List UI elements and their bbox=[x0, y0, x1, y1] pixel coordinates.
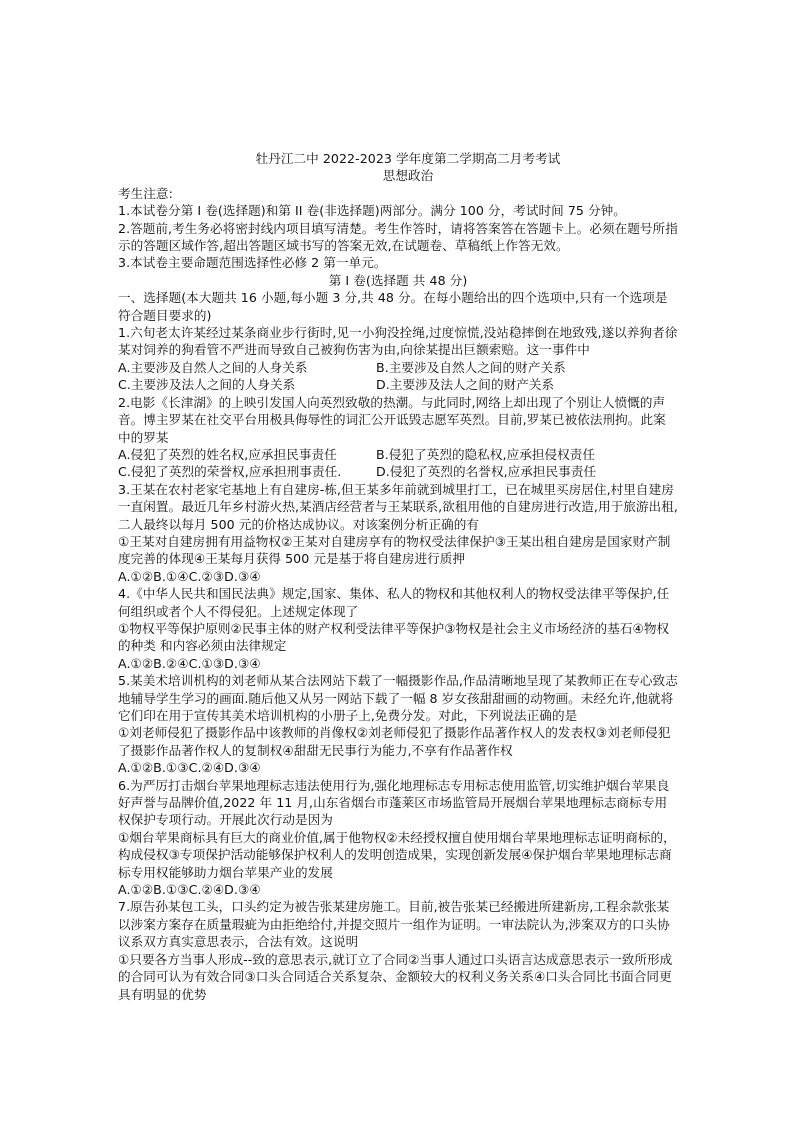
notice-item: 3.本试卷主要命题范围选择性必修 2 第一单元。 bbox=[118, 255, 387, 271]
question-statements: ①王某对自建房拥有用益物权②王某对自建房享有的物权受法律保护③王某出租自建房是国家财产制度完善的体现④王某每月获得 500 元是基于将自建房进行质押 bbox=[118, 533, 671, 567]
option-a: A.主要涉及自然人之间的人身关系 bbox=[118, 359, 308, 375]
notice-heading: 考生注意: bbox=[118, 185, 173, 201]
option-row bbox=[118, 359, 678, 376]
option-a: A.侵犯了英烈的姓名权,应承担民事责任 bbox=[118, 446, 337, 462]
question-stem: 2.电影《长津湖》的上映引发国人向英烈致敬的热潮。与此同时,网络上却出现了个别让人愤慨的声音。博主罗某在社交平台用极具侮辱性的词汇公开诋毁志愿军英烈。目前,罗某已被依法刑拘。此案中的罗某 bbox=[118, 394, 666, 445]
question-stem: 7.原告孙某包工头，口头约定为被告张某建房施工。目前,被告张某已经搬进所建新房,工程余款张某以涉案方案存在质量瑕疵为由拒绝给付,并提交照片一组作为证明。一审法院认为,涉案双方的口头协议系双方真实意思表示，合法有效。这说明 bbox=[118, 899, 670, 950]
section-intro: 一、选择题(本大题共 16 小题,每小题 3 分,共 48 分。在每小题给出的四个选项中,只有一个选项是符合题目要求的) bbox=[118, 290, 668, 323]
question-answers: A.①②B.①③C.②④D.③④ bbox=[118, 760, 261, 776]
question-statements: ①刘老师侵犯了摄影作品中该教师的肖像权②刘老师侵犯了摄影作品著作权人的发表权③刘老师侵犯了摄影作品著作权人的复制权④甜甜无民事行为能力,不享有作品著作权 bbox=[118, 725, 671, 758]
option-row bbox=[118, 376, 678, 393]
exam-subject: 思想政治 bbox=[382, 168, 434, 184]
question-stem: 5.某美术培训机构的刘老师从某合法网站下载了一幅摄影作品,作品清晰地呈现了某教师正在专心致志地辅导学生学习的画面.随后他又从另一网站下载了一幅 8 岁女孩甜甜画的动物画。未经允许,他就将它们印在用于宣传其美术培训机构的小册子上,免费分发。对此，下列说法正确的是 bbox=[118, 673, 678, 723]
exam-page bbox=[118, 150, 678, 1003]
section-title: 第 I 卷(选择题 共 48 分) bbox=[328, 272, 468, 288]
exam-title: 牡丹江二中 2022-2023 学年度第二学期高二月考考试 bbox=[255, 151, 561, 166]
question-statements: ①物权平等保护原则②民事主体的财产权利受法律平等保护③物权是社会主义市场经济的基石④物权的种类 和内容必须由法律规定 bbox=[118, 620, 670, 654]
option-d: D.主要涉及法人之间的财产关系 bbox=[376, 377, 555, 393]
question-statements: ①只要各方当事人形成--致的意思表示,就订立了合同②当事人通过口头语言达成意思表示一致所形成的合同可认为有效合同③口头合同适合关系复杂、金额较大的权利义务关系④口头合同比书面合同更具有明显的优势 bbox=[118, 951, 673, 1002]
notice-item: 2.答题前,考生务必将密封线内项目填写清楚。考生作答时，请将答案答在答题卡上。必须在题号所指示的答题区域作答,超出答题区域书写的答案无效,在试题卷、草稿纸上作答无效。 bbox=[118, 220, 678, 254]
option-row bbox=[118, 446, 678, 463]
question-answers: A.①②B.②④C.①③D.③④ bbox=[118, 655, 261, 671]
question-stem: 4.《中华人民共和国民法典》规定,国家、集体、私人的物权和其他权利人的物权受法律平等保护,任何组织或者个人不得侵犯。上述规定体现了 bbox=[118, 586, 670, 619]
question-statements: ①烟台苹果商标具有巨大的商业价值,属于他物权②未经授权擅自使用烟台苹果地理标志证明商标的，构成侵权③专项保护活动能够保护权利人的发明创造成果，实现创新发展④保护烟台苹果地理标志商标专用权能够助力烟台苹果产业的发展 bbox=[118, 829, 676, 880]
option-c: C.主要涉及法人之间的人身关系 bbox=[118, 377, 296, 393]
question-answers: A.①②B.①③C.②④D.③④ bbox=[118, 882, 261, 898]
notice-item: 1.本试卷分第 I 卷(选择题)和第 II 卷(非选择题)两部分。满分 100 分，考试时间 75 分钟。 bbox=[118, 203, 626, 219]
option-d: D.侵犯了英烈的名誉权,应承担民事责任 bbox=[376, 464, 597, 480]
option-c: C.侵犯了英烈的荣誉权,应承担刑事责任. bbox=[118, 464, 342, 480]
question-stem: 3.王某在农村老家宅基地上有自建房-栋,但王某多年前就到城里打工，已在城里买房居住,村里自建房一直闲置。最近几年乡村游火热,某酒店经营者与王某联系,欲租用他的自建房进行改造,用于旅游出租,二人最终以每月 500 元的价格达成协议。对该案例分析正确的有 bbox=[118, 481, 678, 532]
question-stem: 1.六旬老太许某经过某条商业步行街时,见一小狗没拴绳,过度惊慌,没站稳摔倒在地致残,遂以养狗者徐某对饲养的狗看管不严进而导致自己被狗伤害为由,向徐某提出巨额索赔。这一事件中 bbox=[118, 325, 678, 358]
option-b: B.侵犯了英烈的隐私权,应承担侵权责任 bbox=[376, 446, 596, 462]
option-b: B.主要涉及自然人之间的财产关系 bbox=[376, 359, 566, 375]
option-row bbox=[118, 463, 678, 480]
question-answers: A.①②B.①④C.②③D.③④ bbox=[118, 568, 261, 584]
question-stem: 6.为严厉打击烟台苹果地理标志违法使用行为,强化地理标志专用标志使用监管,切实维护烟台苹果良好声誉与品牌价值,2022 年 11 月,山东省烟台市蓬莱区市场监管局开展烟台苹果地理标志商标专用权保护专项行动。开展此次行动是因为 bbox=[118, 777, 670, 828]
